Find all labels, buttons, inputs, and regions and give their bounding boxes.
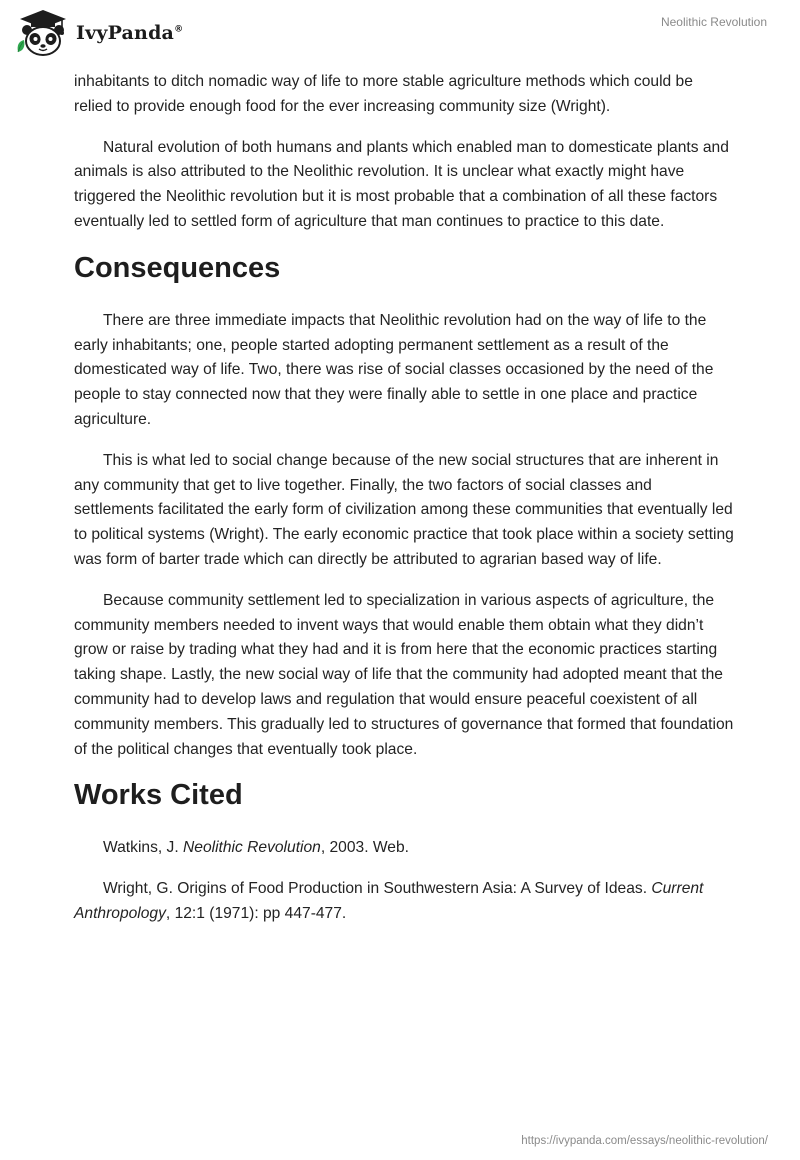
- logo-wordmark: IvyPanda®: [76, 22, 184, 44]
- page-header: [0, 0, 800, 70]
- citation-title: Neolithic Revolution: [183, 839, 321, 857]
- citation-watkins: Watkins, J. Neolithic Revolution, 2003. Web.: [103, 839, 409, 857]
- paragraph: Natural evolution of both humans and plants which enabled man to domesticate plants and animals is also attributed to the Neolithic revolution. It is unclear what exactly might have triggered the Neolithic revolution but it is most probable that a combination of all these factors eventually led to settled form of agriculture that man continues to practice to this date.: [74, 138, 729, 230]
- section-heading-consequences: Consequences: [74, 251, 281, 284]
- source-url[interactable]: https://ivypanda.com/essays/neolithic-revolution/: [521, 1135, 768, 1147]
- citation-wright: Wright, G. Origins of Food Production in Southwestern Asia: A Survey of Ideas. Current Anthropology, 12:1 (1971): pp 447-477.: [74, 880, 704, 922]
- essay-body: [74, 70, 734, 943]
- paragraph: This is what led to social change because of the new social structures that are inherent in any community that get to live together. Finally, the two factors of social classes and settlements facilitated the early form of civilization among these communities that eventually led to political systems (Wright). The early economic practice that took place within a society setting was form of barter trade which can directly be attributed to agrarian based way of life.: [74, 451, 734, 568]
- paragraph: inhabitants to ditch nomadic way of life to more stable agriculture methods which could be relied to provide enough food for the ever increasing community size (Wright).: [74, 73, 693, 115]
- document-title: Neolithic Revolution: [660, 15, 767, 29]
- citation-journal: Current Anthropology: [74, 880, 704, 922]
- ivypanda-logo[interactable]: [14, 8, 183, 58]
- paragraph: Because community settlement led to specialization in various aspects of agriculture, the community members needed to invent ways that would enable them obtain what they didn’t grow or raise by trading what they had and it is from here that the economic practices starting taking shape. Lastly, the new social way of life that the community had adopted meant that the community had to develop laws and regulation that would ensure peaceful coexistent of all community members. This gradually led to structures of governance that formed that foundation of the political changes that eventually took place.: [74, 591, 734, 758]
- section-heading-works-cited: Works Cited: [74, 779, 243, 812]
- paragraph: There are three immediate impacts that Neolithic revolution had on the way of life to the early inhabitants; one, people started adopting permanent settlement as a result of the domesticated way of life. Two, there was rise of social classes occasioned by the need of the people to stay connected now that they were finally able to settle in one place and practice agriculture.: [74, 311, 714, 428]
- panda-logo-icon: [14, 8, 72, 58]
